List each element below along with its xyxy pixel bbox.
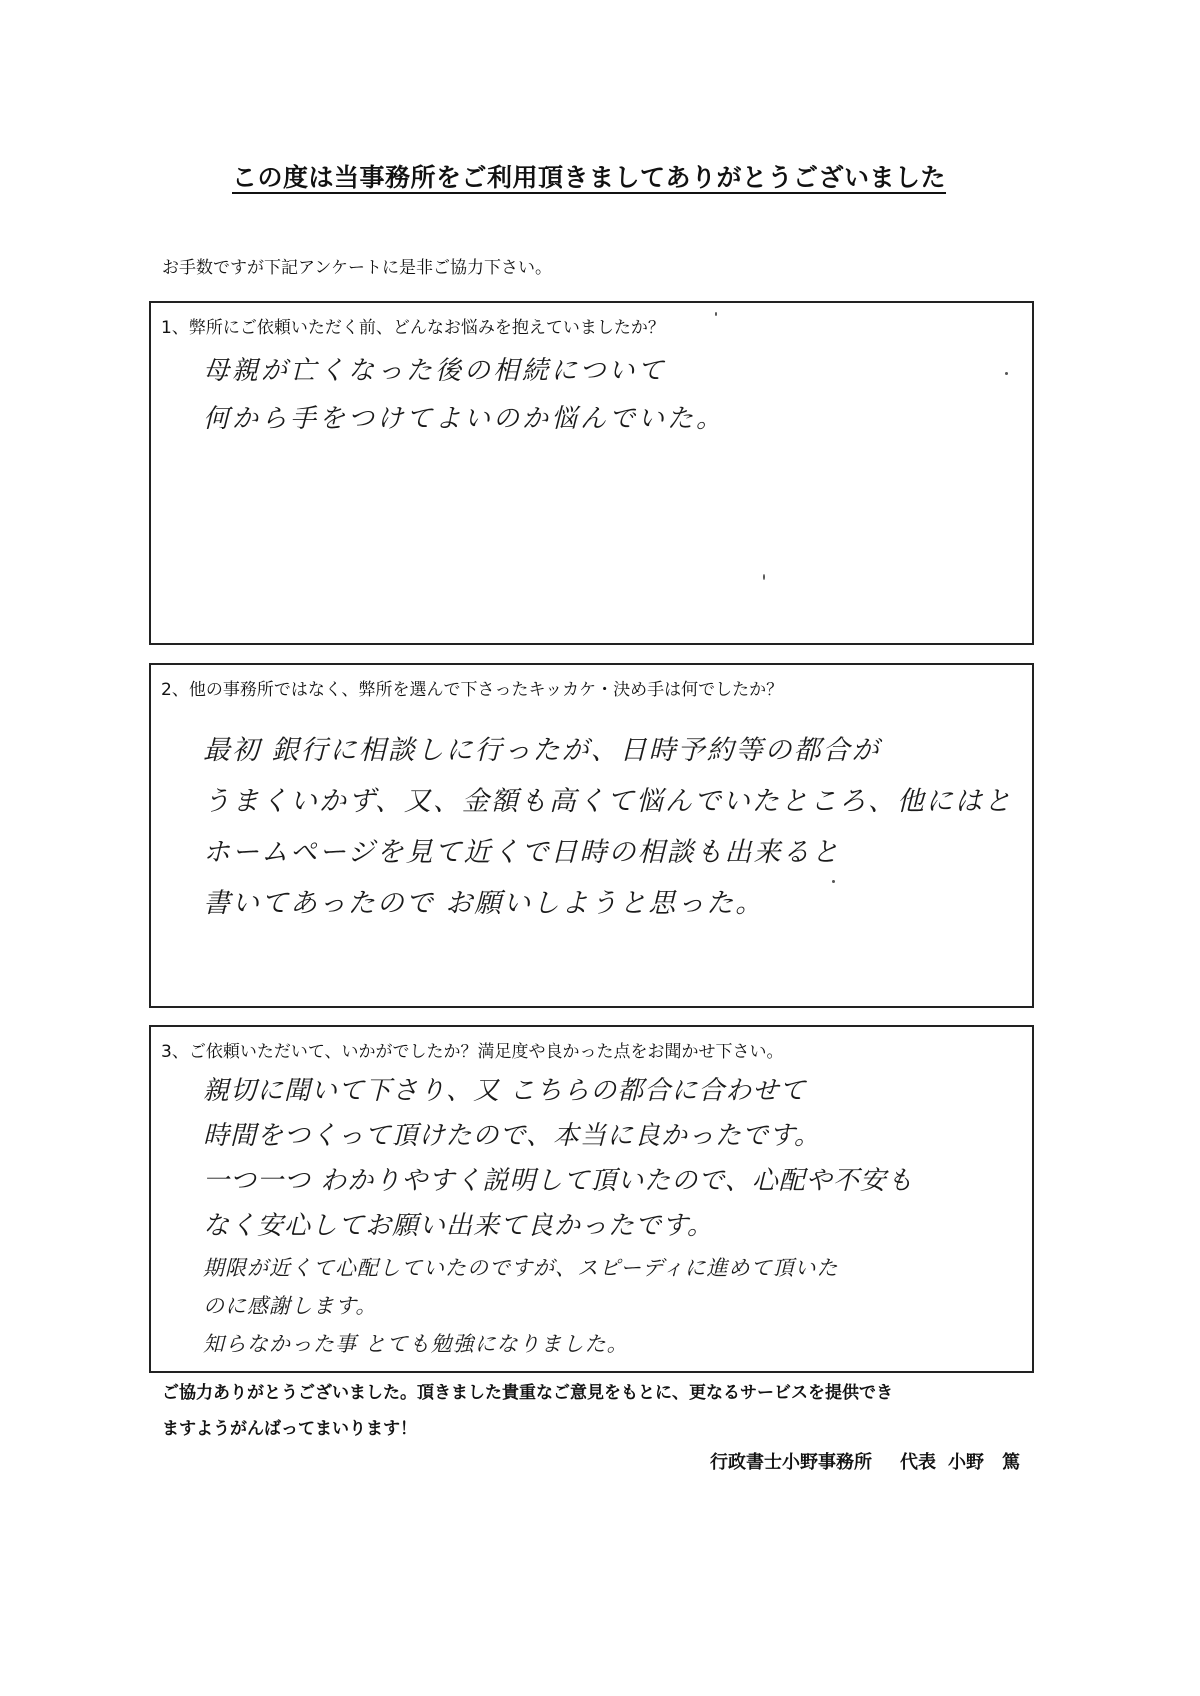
closing-line-1: ご協力ありがとうございました。頂きました貴重なご意見をもとに、更なるサービスを提供でき [162,1383,893,1403]
answer-line: うまくいかず、又、金額も高くて悩んでいたところ、他にはと [203,786,1013,817]
handwritten-answer-1 [203,347,725,443]
scan-speck [763,574,765,580]
closing-message [162,1375,1042,1447]
answer-line: 期限が近くて心配していたのですが、スピーディに進めて頂いた [203,1256,839,1280]
handwritten-answer-2 [203,725,1013,929]
question-box-3 [149,1025,1034,1373]
question-label-3: 3、ご依頼いただいて、いかがでしたか？満足度や良かった点をお聞かせ下さい。 [161,1042,784,1062]
question-label-1: 1、弊所にご依頼いただく前、どんなお悩みを抱えていましたか？ [161,318,665,338]
handwritten-answer-3 [203,1069,914,1363]
answer-line: 知らなかった事 とても勉強になりました。 [203,1332,629,1356]
answer-line: なく安心してお願い出来て良かったです。 [203,1211,714,1241]
scan-speck [1005,372,1008,375]
scan-speck [832,880,835,883]
closing-line-2: ますようがんばってまいります！ [162,1419,417,1439]
answer-line: 最初 銀行に相談しに行ったが、日時予約等の都合が [203,735,881,766]
office-signature [710,1448,1020,1474]
answer-line: のに感謝します。 [203,1294,378,1318]
answer-line: 書いてあったので お願いしようと思った。 [203,888,765,919]
office-name: 行政書士小野事務所 [710,1452,872,1473]
question-box-2 [149,663,1034,1008]
intro-text: お手数ですが下記アンケートに是非ご協力下さい。 [162,258,552,278]
representative-name: 小野 篤 [948,1452,1020,1473]
scan-speck [715,312,717,316]
answer-line: ホームページを見て近くで日時の相談も出来ると [203,837,841,868]
answer-line: 何から手をつけてよいのか悩んでいた。 [203,404,726,434]
page-title: この度は当事務所をご利用頂きましてありがとうございました [232,163,947,192]
answer-line: 時間をつくって頂けたので、本当に良かったです。 [203,1121,821,1151]
question-box-1 [149,301,1034,645]
answer-line: 一つ一つ わかりやすく説明して頂いたので、心配や不安も [203,1166,914,1196]
representative-role: 代表 [900,1452,936,1473]
answer-line: 母親が亡くなった後の相続について [203,356,667,386]
question-label-2: 2、他の事務所ではなく、弊所を選んで下さったキッカケ・決め手は何でしたか？ [161,680,784,700]
answer-line: 親切に聞いて下さり、又 こちらの都合に合わせて [203,1076,807,1106]
